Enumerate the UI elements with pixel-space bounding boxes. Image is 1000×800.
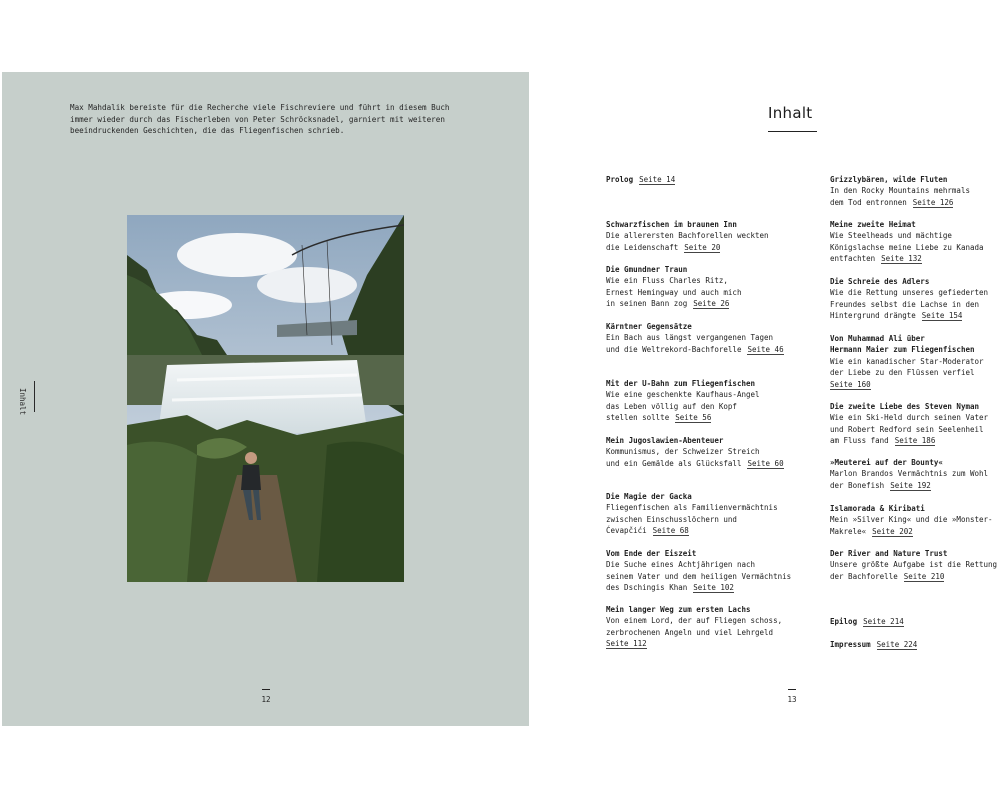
toc-page-link[interactable]: Seite 14 [639, 175, 676, 184]
toc-page-link[interactable]: Seite 68 [652, 526, 689, 536]
toc-entry-title: Kärntner Gegensätze [606, 322, 692, 331]
toc-entry[interactable] [830, 503, 993, 537]
toc-entry-description: In den Rocky Mountains mehrmals [830, 186, 970, 196]
toc-entry-title: Mit der U-Bahn zum Fliegenfischen [606, 379, 756, 388]
toc-page-link[interactable]: Seite 186 [894, 436, 936, 446]
toc-entry-description: seinem Vater und dem heiligen Vermächtnis [606, 571, 792, 581]
toc-entry[interactable] [830, 276, 988, 322]
toc-entry-title: Epilog [830, 617, 858, 626]
toc-page-link[interactable]: Seite 126 [912, 197, 954, 207]
toc-entry-description: dem Tod entronnen [830, 197, 907, 207]
toc-page-link[interactable]: Seite 224 [876, 640, 918, 649]
toc-entry[interactable] [830, 333, 984, 390]
toc-entry-description: stellen sollte [606, 413, 670, 423]
toc-entry-description: Wie ein Ski-Held durch seinen Vater [830, 413, 989, 423]
toc-entry-description: des Dschingis Khan [606, 583, 688, 593]
toc-entry[interactable] [606, 548, 791, 594]
toc-page-link[interactable]: Seite 56 [675, 413, 712, 423]
toc-entry[interactable] [830, 548, 997, 582]
toc-entry-description: Wie eine geschenkte Kaufhaus-Angel [606, 390, 760, 400]
toc-title: Inhalt [768, 104, 813, 122]
toc-entry-description: am Fluss fand [830, 436, 889, 446]
waterfall-photo [127, 215, 404, 582]
toc-entry-title: Die Gmundner Traun [606, 265, 688, 274]
toc-entry[interactable] [830, 639, 917, 650]
intro-text: Max Mahdalik bereiste für die Recherche viele Fischreviere und führt in diesem Buch immer wieder durch das Fischerleben von Peter Schröcksnadel, garniert mit weiteren beeindruckenden Geschichten, die das Fliegenfischen schrieb. [70, 103, 450, 136]
toc-entry[interactable] [606, 378, 760, 424]
toc-entry-title: Prolog [606, 175, 634, 184]
toc-entry-title: Vom Ende der Eiszeit [606, 549, 697, 558]
side-section-label: Inhalt [18, 388, 27, 416]
toc-entry[interactable] [830, 174, 970, 208]
toc-entry-description: Ćevapčići [606, 526, 647, 536]
toc-entry-description: und Robert Redford sein Seelenheil [830, 424, 984, 434]
toc-entry-description: Kommunismus, der Schweizer Streich [606, 447, 760, 457]
toc-entry-description: Unsere größte Aufgabe ist die Rettung [830, 560, 998, 570]
toc-page-link[interactable]: Seite 102 [693, 583, 734, 593]
toc-entry-description: Von einem Lord, der auf Fliegen schoss, [606, 616, 783, 626]
toc-entry[interactable] [830, 219, 984, 265]
toc-page-link[interactable]: Seite 26 [693, 299, 730, 309]
toc-page-link[interactable]: Seite 210 [903, 571, 945, 581]
toc-entry-title: Der River and Nature Trust [830, 549, 948, 558]
toc-page-link[interactable]: Seite 160 [830, 379, 871, 389]
toc-entry-description: Wie ein kanadischer Star-Moderator [830, 356, 984, 366]
toc-entry-description: der Bachforelle [830, 571, 898, 581]
toc-entry-description: Makrele« [830, 526, 867, 536]
toc-entry[interactable] [606, 491, 778, 537]
toc-entry[interactable] [830, 616, 904, 627]
toc-entry-title: Von Muhammad Ali über Hermann Maier zum Fliegenfischen [830, 334, 975, 355]
toc-entry[interactable] [606, 435, 784, 469]
toc-entry-description: Hintergrund drängte [830, 311, 916, 321]
toc-entry-title: Die Magie der Gacka [606, 492, 692, 501]
toc-entry-title: Die Schreie des Adlers [830, 277, 930, 286]
toc-entry-description: zerbrochenen Angeln und viel Lehrgeld [606, 627, 774, 637]
toc-entry[interactable] [606, 604, 782, 650]
toc-page-link[interactable]: Seite 60 [747, 458, 784, 468]
toc-entry-title: Mein langer Weg zum ersten Lachs [606, 605, 751, 614]
toc-entry-title: Grizzlybären, wilde Fluten [830, 175, 948, 184]
toc-entry-description: Wie Steelheads und mächtige [830, 231, 952, 241]
toc-page-link[interactable]: Seite 214 [863, 617, 904, 626]
toc-entry-description: Mein »Silver King« und die »Monster- [830, 515, 993, 525]
page-number-left: 12 [251, 689, 281, 704]
left-page [2, 72, 529, 726]
toc-entry[interactable] [830, 401, 988, 447]
toc-entry-description: und ein Gemälde als Glücksfall [606, 458, 742, 468]
toc-entry-description: Wie ein Fluss Charles Ritz, [606, 276, 728, 286]
toc-entry-description: in seinen Bann zog [606, 299, 688, 309]
toc-page-link[interactable]: Seite 202 [872, 526, 913, 536]
toc-entry-description: das Leben völlig auf den Kopf [606, 401, 737, 411]
toc-entry-title: Mein Jugoslawien-Abenteuer [606, 436, 724, 445]
toc-entry[interactable] [606, 321, 784, 355]
toc-page-link[interactable]: Seite 46 [747, 344, 784, 354]
toc-entry-title: Meine zweite Heimat [830, 220, 916, 229]
toc-entry-description: der Bonefish [830, 480, 885, 490]
toc-entry-title: Schwarzfischen im braunen Inn [606, 220, 737, 229]
toc-page-link[interactable]: Seite 192 [890, 480, 931, 490]
toc-entry-description: der Liebe zu den Flüssen verfiel [830, 368, 975, 378]
toc-entry-description: zwischen Einschusslöchern und [606, 514, 737, 524]
toc-entry-description: Wie die Rettung unseres gefiederten [830, 288, 989, 298]
toc-entry[interactable] [830, 457, 988, 491]
toc-entry-description: Ernest Hemingway und auch mich [606, 287, 742, 297]
toc-page-link[interactable]: Seite 112 [606, 639, 647, 649]
toc-entry-title: Die zweite Liebe des Steven Nyman [830, 402, 980, 411]
toc-entry[interactable] [606, 219, 769, 253]
page-number-right: 13 [777, 689, 807, 704]
toc-page-link[interactable]: Seite 154 [921, 311, 963, 321]
toc-entry-description: Fliegenfischen als Familienvermächtnis [606, 503, 778, 513]
toc-entry-title: »Meuterei auf der Bounty« [830, 458, 943, 467]
toc-entry[interactable] [606, 174, 675, 185]
toc-title-rule [768, 131, 817, 132]
toc-entry-description: entfachten [830, 254, 876, 264]
toc-page-link[interactable]: Seite 132 [881, 254, 922, 264]
toc-entry-description: Marlon Brandos Vermächtnis zum Wohl [830, 469, 989, 479]
toc-entry-description: Freundes selbst die Lachse in den [830, 299, 980, 309]
toc-entry[interactable] [606, 264, 741, 310]
side-rule [34, 381, 35, 412]
toc-page-link[interactable]: Seite 20 [684, 242, 721, 252]
toc-entry-description: und die Weltrekord-Bachforelle [606, 344, 742, 354]
toc-entry-description: Königslachse meine Liebe zu Kanada [830, 242, 984, 252]
toc-entry-title: Islamorada & Kiribati [830, 504, 925, 513]
toc-entry-description: Die allerersten Bachforellen weckten [606, 231, 769, 241]
toc-entry-description: Ein Bach aus längst vergangenen Tagen [606, 333, 774, 343]
toc-entry-description: Die Suche eines Achtjährigen nach [606, 560, 756, 570]
toc-entry-description: die Leidenschaft [606, 242, 679, 252]
toc-entry-title: Impressum [830, 640, 871, 649]
